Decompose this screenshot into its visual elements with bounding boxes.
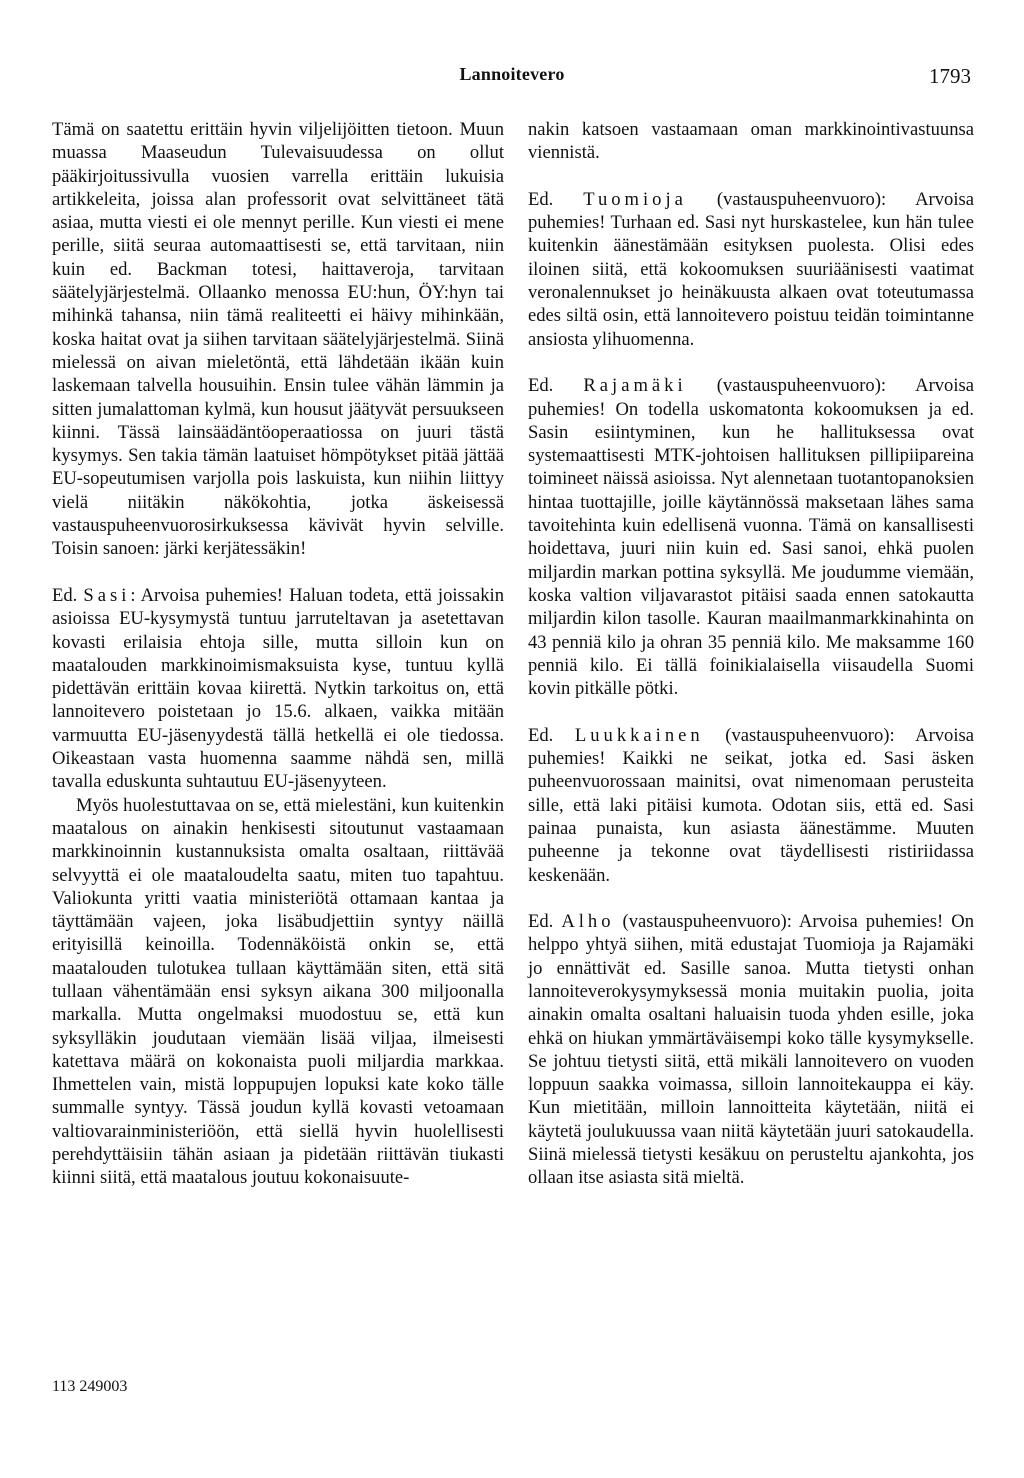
left-column bbox=[52, 118, 504, 1190]
header-title: Lannoitevero bbox=[459, 64, 565, 84]
speaker-name: Alho bbox=[561, 911, 615, 933]
paragraph-rajamaki bbox=[528, 374, 974, 700]
paragraph-tuomioja bbox=[528, 188, 974, 351]
paragraph-left-3: Myös huolestuttavaa on se, että mielestäni, kun kuitenkin maatalous on ainakin henkisesti sitoutunut vastaamaan markkinoinnin kustannuksista omalta osaltaan, riittävää selvyyttä ei ole maataloudelta saatu, miten tuo tapahtuu. Valiokunta yritti vaatia ministeriötä ottamaan kantaa ja täyttämään vajeen, joka lisäbudjettiin syntyy näillä erityisillä keinoilla. Todennäköistä onkin se, että maatalouden tulotukea tullaan käyttämään siten, että sitä tullaan vähentämään ensi syksyn aikana 300 miljoonalla markalla. Mutta ongelmaksi muodostuu se, että kun syksylläkin joudutaan viemään lisää viljaa, ilmeisesti katettava määrä on kokonaista puoli miljardia markkaa. Ihmettelen vain, mistä loppupujen lopuksi kate koko tälle summalle syntyy. Tässä joudun kyllä kovasti vetoamaan valtiovarainministeriöön, että siellä hyvin huolellisesti perehdyttäisiin tähän asiaan ja pidetään riittävän tiukasti kiinni siitä, että maatalous joutuu kokonaisuute- bbox=[52, 794, 504, 1189]
page-number: 1793 bbox=[929, 64, 971, 88]
speaker-prefix: Ed. bbox=[528, 188, 584, 210]
speaker-prefix: Ed. bbox=[52, 584, 84, 606]
speaker-name: Sasi bbox=[83, 584, 131, 606]
speech-text: (vastauspuheenvuoro): Arvoisa puhemies! Turhaan ed. Sasi nyt hurskastelee, kun hän tulee kuitenkin äänestämään esityksen puolesta. Olisi edes iloinen siitä, että kokoomuksen suuriäänisesti vaatimat veronalennukset jo heinäkuusta alkaen ovat toteutumassa edes siltä osin, että lannoitevero poistuu teidän toimintanne ansiosta ylihuomenna. bbox=[528, 188, 974, 350]
paragraph-left-1: Tämä on saatettu erittäin hyvin viljelijöitten tietoon. Muun muassa Maaseudun Tulevaisuudessa on ollut pääkirjoitussivulla vuosien varrella erittäin lukuisia artikkeleita, joissa alan professorit ovat selvittäneet tätä asiaa, mutta viesti ei ole mennyt perille. Kun viesti ei mene perille, siitä seuraa automaattisesti se, että tarvitaan, niin kuin ed. Backman totesi, haittaveroja, tarvitaan säätelyjärjestelmä. Ollaanko menossa EU:hun, ÖY:hyn tai mihinkä tahansa, niin tämä realiteetti ei häivy mihinkään, koska haitat ovat ja siihen tarvitaan säätelyjärjestelmä. Siinä mielessä on aivan mieletöntä, että lähdetään ikään kuin laskemaan talvella housuihin. Ensin tulee vähän lämmin ja sitten jumalattoman kylmä, kun housut jäätyvät persuukseen kiinni. Tässä lainsäädäntöoperaatiossa on juuri tästä kysymys. Sen takia tämän laatuiset hömpötykset pitää jättää EU-sopeutumisen varjolla pois laskuista, kun niihin liittyy vielä niitäkin näkökohtia, jotka äskeisessä vastauspuheenvuorosirkuksessa kävivät hyvin selville. Toisin sanoen: järki kerjätessäkin! bbox=[52, 119, 504, 560]
speech-text: (vastauspuheenvuoro): Arvoisa puhemies! On todella uskomatonta kokoomuksen ja ed. Sasin esiintyminen, kun he hallituksessa ovat systemaattisesti MTK-johtoisen hallituksen pillipiipareina toimineet näissä asioissa. Nyt alennetaan tuotantopanoksien hintaa tuottajille, joille käytännössä maksetaan lähes sama tavoitehinta kuin edellisenä vuonna. Tämä on kansallisesti hoidettava, juuri niin kuin ed. Sasi sanoi, ehkä puolen miljardin markan pottina syksyllä. Me joudumme viemään, koska valtion viljavarastot pitäisi saada ennen satokautta miljardin kilon tasolle. Kauran maailmanmarkkinahinta on 43 penniä kilo ja ohran 35 penniä kilo. Me maksamme 160 penniä kilo. Ei tällä foinikialaisella viisaudella Suomi kovin pitkälle pötki. bbox=[528, 375, 975, 700]
speech-text: (vastauspuheenvuoro): Arvoisa puhemies! On helppo yhtyä siihen, mitä edustajat Tuomioja ja Rajamäki jo ennättivät ed. Sasille sanoa. Mutta tietysti onhan lannoiteverokysymyksessä monia muitakin puolia, joita ainakin omalta osaltani haluaisin tuoda yhden esille, joka ehkä on hiukan ymmärtäväisempi koko tälle kysymykselle. Se johtuu tietysti siitä, että mikäli lannoitevero on vuoden loppuun saakka voimassa, silloin lannoitekauppa ei käy. Kun mietitään, milloin lannoitteita käytetään, niitä ei käytetä joulukuussa vaan niitä käytetään juuri satokaudella. Siinä mielessä tietysti kesäkuu on perusteltu ajankohta, jos ollaan itse asiasta sitä mieltä. bbox=[528, 911, 974, 1189]
right-column bbox=[528, 118, 974, 1190]
print-code: 113 249003 bbox=[52, 1378, 128, 1395]
speaker-prefix: Ed. bbox=[528, 911, 562, 933]
speech-text: : Arvoisa puhemies! Haluan todeta, että joissakin asioissa EU-kysymystä tuntuu jarruteltavan ja asetettavan kovasti erilaisia ehtoja sille, mutta silloin kun on maatalouden markkinoimismaksuista kyse, tuntuu kyllä pidettävän erittäin kovaa kiirettä. Nytkin tarkoitus on, että lannoitevero poistetaan jo 15.6. alkaen, vaikka mitään varmuutta EU-jäsenyydestä tällä hetkellä ei ole tiedossa. Oikeastaan vasta huomenna saamme nähdä sen, millä tavalla eduskunta suhtautuu EU-jäsenyyteen. bbox=[52, 584, 505, 793]
speaker-name: Tuomioja bbox=[583, 188, 687, 210]
speech-text: (vastauspuheenvuoro): Arvoisa puhemies! Kaikki ne seikat, jotka ed. Sasi äsken puheenvuorossaan mainitsi, ovat nimenomaan perusteita sille, että laki pitäisi kumota. Odotan siis, että ed. Sasi painaa punaista, kun asiasta äänestämme. Muuten puheenne ja tekonne ovat täydellisesti ristiriidassa keskenään. bbox=[528, 724, 975, 886]
speaker-name: Rajamäki bbox=[583, 375, 687, 397]
paragraph-right-1: nakin katsoen vastaamaan oman markkinointivastuunsa viennistä. bbox=[528, 119, 974, 164]
speaker-name: Luukkainen bbox=[574, 724, 704, 746]
speaker-prefix: Ed. bbox=[528, 724, 575, 746]
paragraph-sasi bbox=[52, 584, 504, 794]
speaker-prefix: Ed. bbox=[528, 375, 584, 397]
paragraph-luukkainen bbox=[528, 724, 974, 887]
paragraph-alho bbox=[528, 910, 974, 1190]
